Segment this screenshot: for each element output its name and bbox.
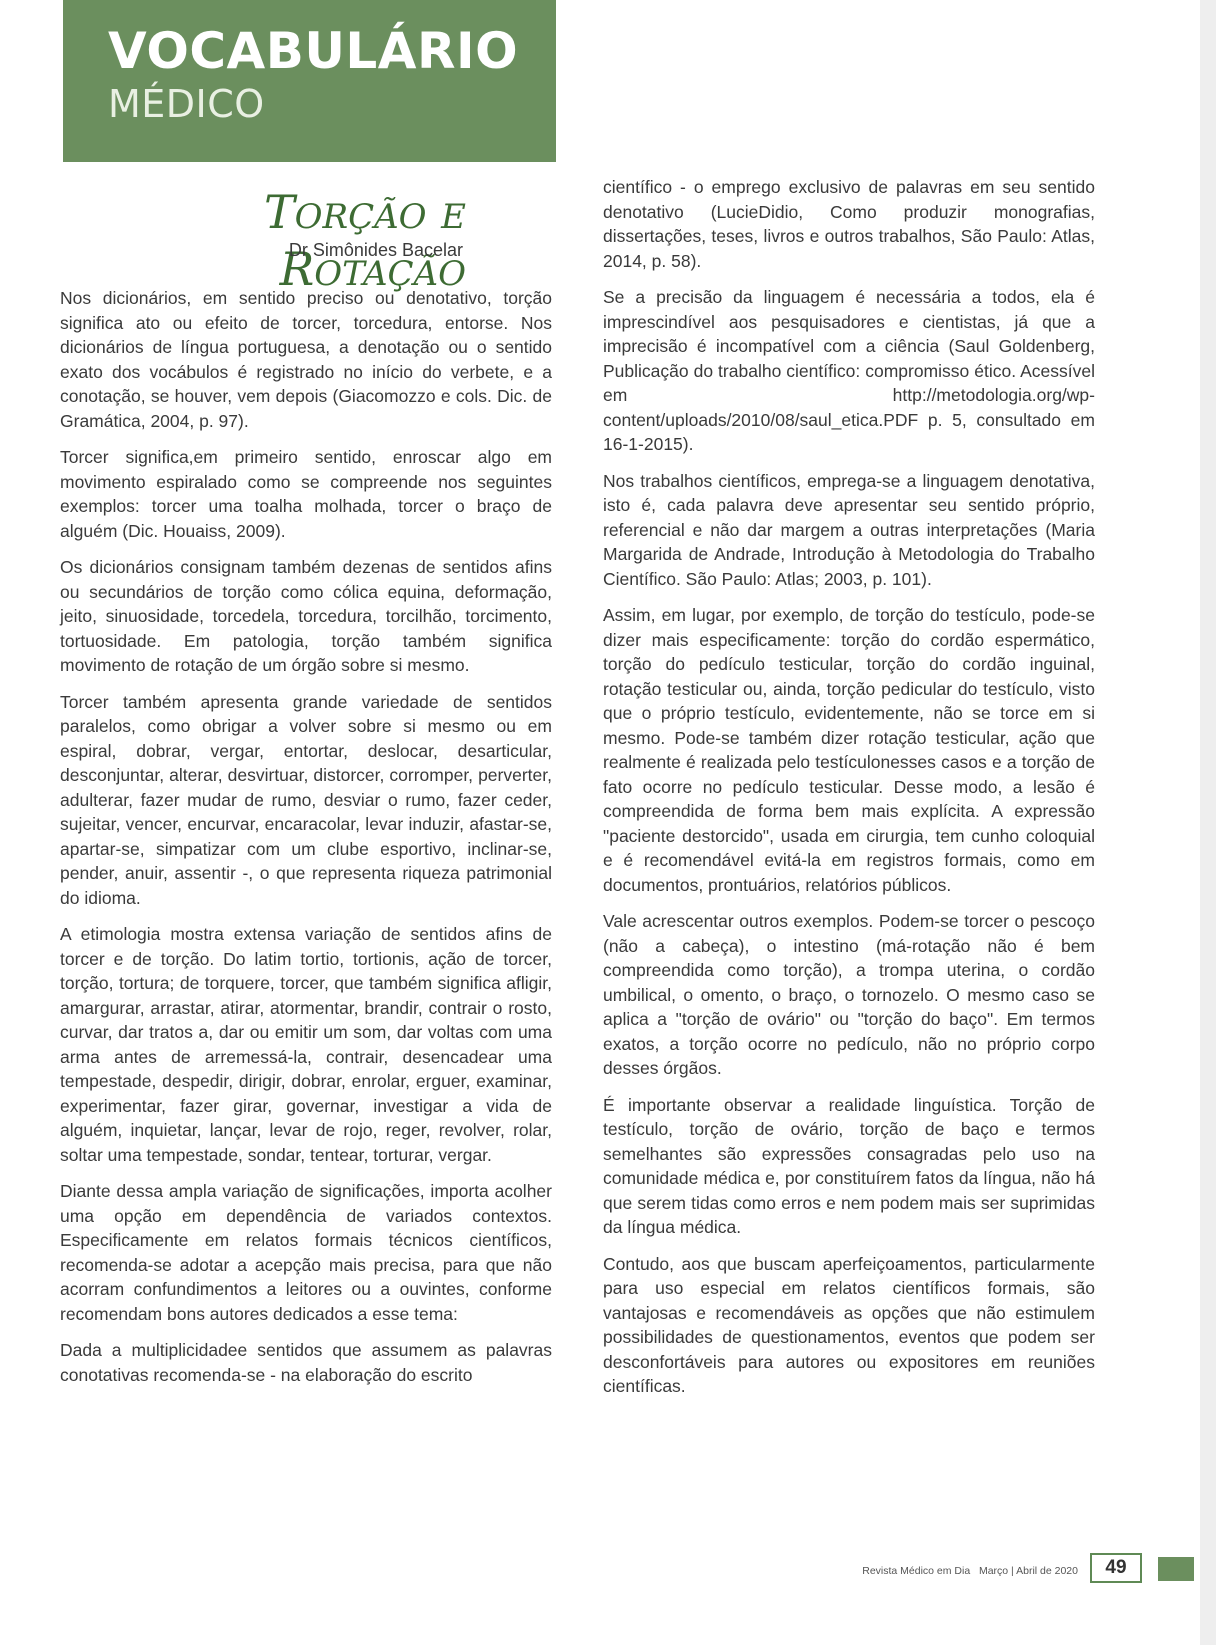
section-title: VOCABULÁRIO: [108, 22, 519, 80]
page-accent-bar: [1158, 1557, 1194, 1581]
title-mid: E: [441, 197, 466, 237]
paragraph: Torcer também apresenta grande variedade de sentidos paralelos, como obrigar a volver sobre si mesmo ou em espiral, dobrar, vergar, entortar, deslocar, desarticular, desconjuntar, alterar, desvirtuar, distorcer, corromper, perverter, adulterar, fazer mudar de rumo, desviar o rumo, fazer ceder, sujeitar, vencer, encurvar, encaracolar, levar induzir, afastar-se, apartar-se, simpatizar com um clube esportivo, inclinar-se, pender, anuir, assentir -, o que representa riqueza patrimonial do idioma.: [60, 691, 552, 908]
paragraph: Contudo, aos que buscam aperfeiçoamentos, particularmente para uso especial em relatos científicos formais, são vantajosas e recomendáveis as opções que não estimulem possibilidades de questionamentos, eventos que podem ser desconfortáveis para autores ou expositores em reuniões científicas.: [603, 1253, 1095, 1396]
paragraph: científico - o emprego exclusivo de palavras em seu sentido denotativo (LucieDidio, Como produzir monografias, dissertações, teses, livros e outros trabalhos, São Paulo: Atlas, 2014, p. 58).: [603, 177, 1095, 271]
title-rest-1: ORÇÃO: [294, 197, 427, 237]
paragraph: Dada a multiplicidadee sentidos que assumem as palavras conotativas recomenda-se - na elaboração do escrito: [60, 1340, 552, 1385]
paragraph: Diante dessa ampla variação de significações, importa acolher uma opção em dependência de variados contextos. Especificamente em relatos formais técnicos científicos, recomenda-se adotar a acepção mais precisa, para que não acorram confundimentos a leitores ou a ouvintes, conforme recomendam bons autores dedicados a esse tema:: [60, 1181, 552, 1324]
page-number: 49: [1090, 1553, 1142, 1583]
section-header: [63, 0, 556, 162]
right-column: [603, 175, 1095, 1411]
section-subtitle: MÉDICO: [108, 82, 265, 126]
paragraph: Nos dicionários, em sentido preciso ou denotativo, torção significa ato ou efeito de torcer, torcedura, entorse. Nos dicionários de língua portuguesa, a denotação ou o sentido exato dos vocábulos é registrado no início do verbete, e a conotação, se houver, vem depois (Giacomozzo e cols. Dic. de Gramática, 2004, p. 97).: [60, 288, 552, 431]
paragraph: Torcer significa,em primeiro sentido, enroscar algo em movimento espiralado como se compreende nos seguintes exemplos: torcer uma toalha molhada, torcer o braço de alguém (Dic. Houaiss, 2009).: [60, 447, 552, 541]
paragraph: É importante observar a realidade linguística. Torção de testículo, torção de ovário, torção de baço e termos semelhantes são expressões consagradas pelo uso na comunidade médica e, por constituírem fatos da língua, não há que serem tidas como erros e nem podem mais ser suprimidas da língua médica.: [603, 1094, 1095, 1237]
paragraph: Nos trabalhos científicos, emprega-se a linguagem denotativa, isto é, cada palavra deve apresentar seu sentido próprio, referencial e não dar margem a outras interpretações (Maria Margarida de Andrade, Introdução à Metodologia do Trabalho Científico. São Paulo: Atlas; 2003, p. 101).: [603, 470, 1095, 589]
paragraph: Assim, em lugar, por exemplo, de torção do testículo, pode-se dizer mais especificamente: torção do cordão espermático, torção do pedículo testicular, torção do cordão inguinal, rotação testicular ou, ainda, torção pedicular do testículo, visto que o próprio testículo, evidentemente, não se torce em si mesmo. Pode-se também dizer rotação testicular, ação que realmente é realizada pelo testículonesses casos e a torção de fato ocorre no pedículo testicular. Desse modo, a lesão é compreendida de forma bem mais explícita. A expressão "paciente destorcido", usada em cirurgia, tem cunho coloquial e é recomendável evitá-la em registros formais, como em documentos, prontuários, relatórios públicos.: [603, 605, 1095, 895]
paragraph: Os dicionários consignam também dezenas de sentidos afins ou secundários de torção como cólica equina, deformação, jeito, sinuosidade, torcedela, torcedura, torcilhão, torcimento, tortuosidade. Em patologia, torção também significa movimento de rotação de um órgão sobre si mesmo.: [60, 557, 552, 675]
page-edge-shadow: [1200, 0, 1216, 1645]
paragraph: Se a precisão da linguagem é necessária a todos, ela é imprescindível aos pesquisadores e cientistas, já que a imprecisão é incompatível com a ciência (Saul Goldenberg, Publicação do trabalho científico: compromisso ético. Acessível em http://metodologia.org/wp-content/uploads/2010/08/saul_etica.PDF p. 5, consultado em 16-1-2015).: [603, 287, 1095, 454]
title-cap-r: R: [279, 242, 315, 296]
title-cap-t: T: [263, 185, 295, 239]
title-rest-2: OTAÇÃO: [314, 254, 466, 294]
article-author: Dr Simônides Bacelar: [288, 240, 463, 260]
journal-name: Revista Médico em Dia: [862, 1565, 971, 1577]
left-column: [60, 286, 552, 1399]
paragraph: Vale acrescentar outros exemplos. Podem-se torcer o pescoço (não a cabeça), o intestino (má-rotação não é bem compreendida como torção), a trompa uterina, o cordão umbilical, o omento, o braço, o tornozelo. O mesmo caso se aplica a "torção de ovário" ou "torção do baço". Em termos exatos, a torção ocorre no pedículo, não no próprio corpo desses órgãos.: [603, 911, 1095, 1078]
footer-journal: [800, 1565, 1078, 1577]
paragraph: A etimologia mostra extensa variação de sentidos afins de torcer e de torção. Do latim tortio, tortionis, ação de torcer, torção, tortura; de torquere, torcer, que também significa afligir, amargurar, arrastar, atirar, atormentar, brandir, contrair o rosto, curvar, dar tratos a, dar ou emitir um som, dar voltas com uma arma antes de arremessá-la, contrair, desencadear uma tempestade, despedir, dirigir, dobrar, enrolar, erguer, examinar, experimentar, fazer girar, governar, investigar a vida de alguém, inquietar, lançar, levar de rojo, reger, revolver, rolar, soltar uma tempestade, sondar, tentear, torturar, vergar.: [60, 924, 552, 1165]
issue-date: Março | Abril de 2020: [978, 1565, 1078, 1577]
